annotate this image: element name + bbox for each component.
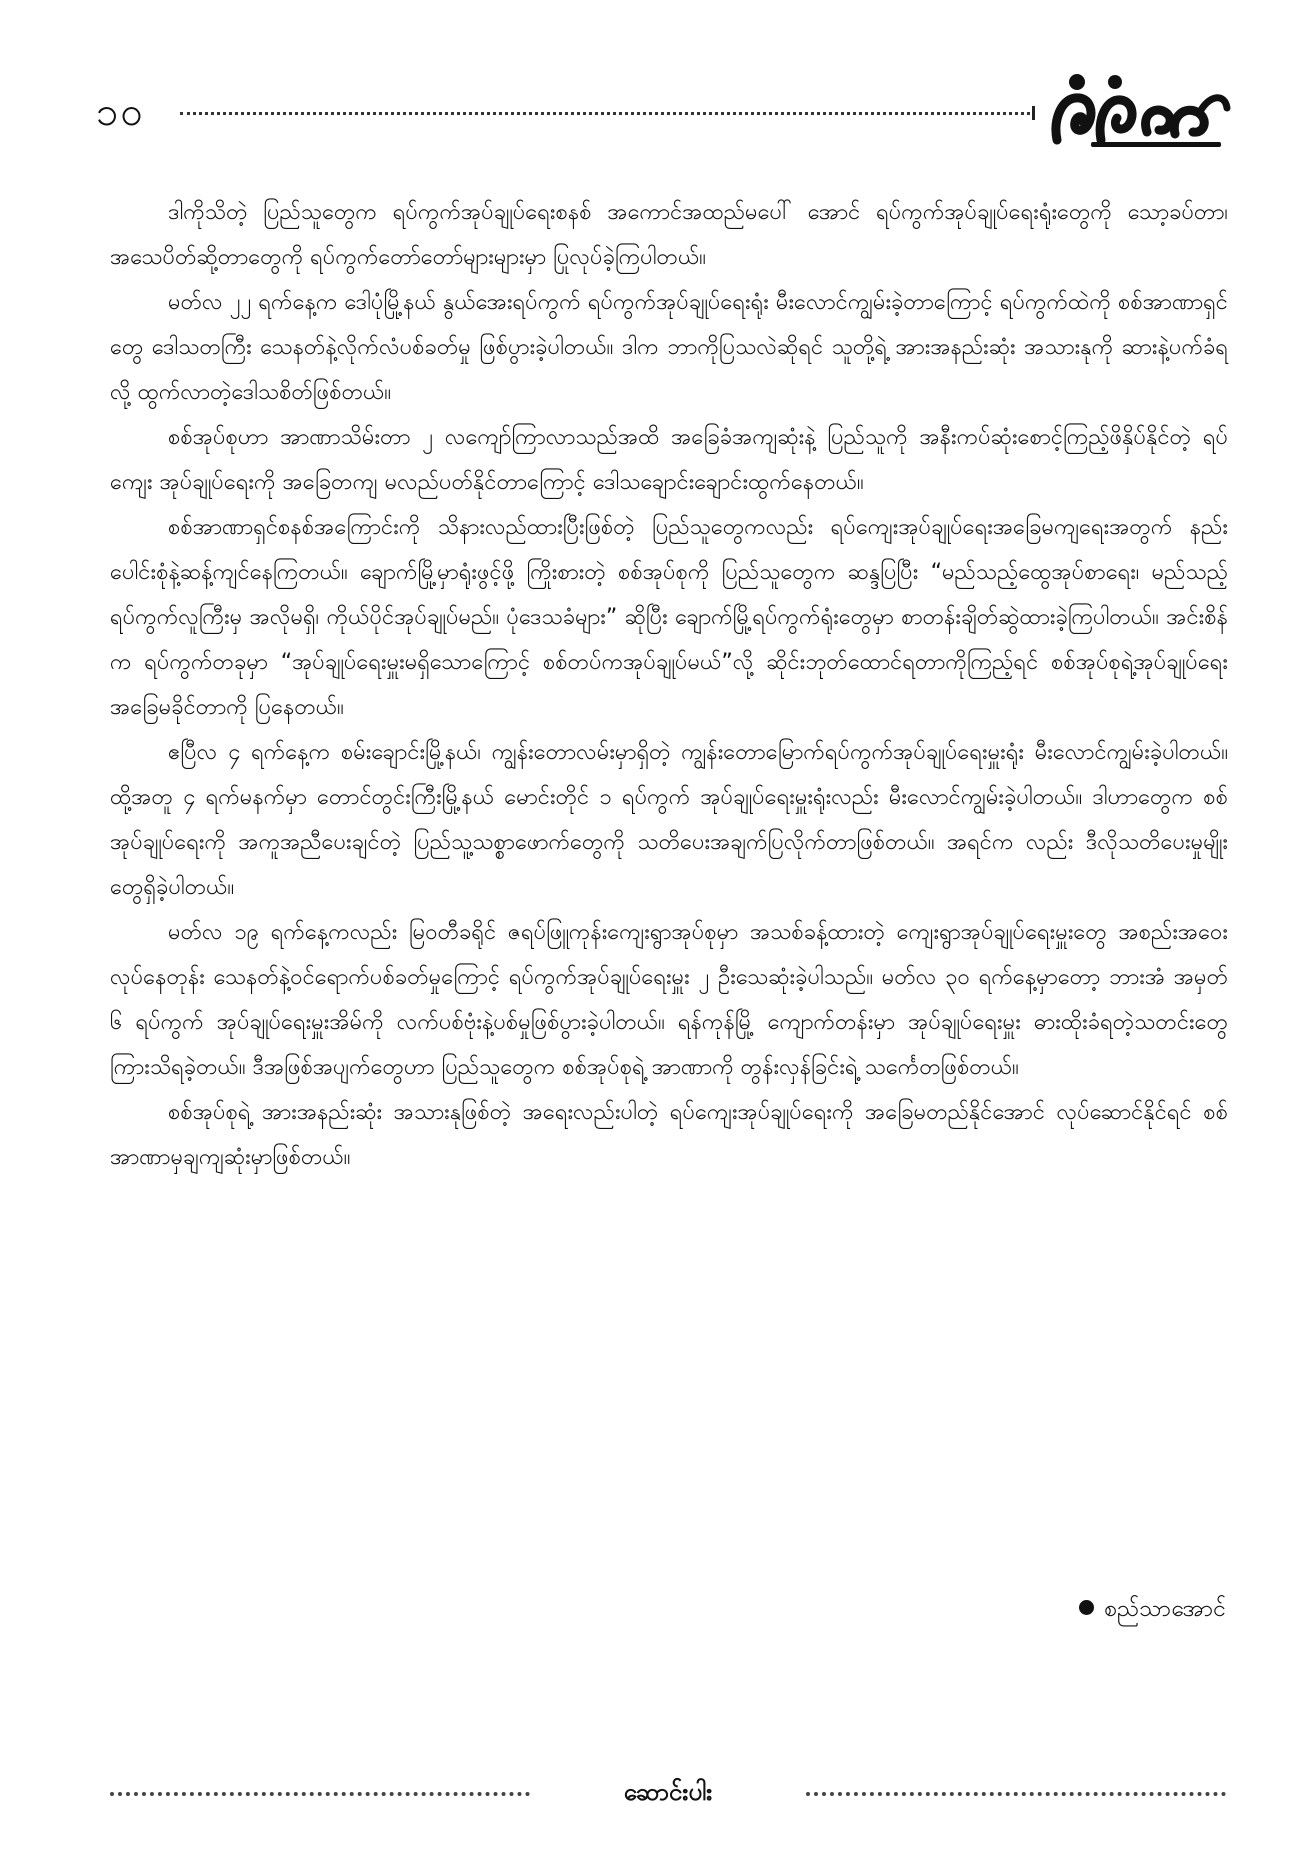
header-rule-tick xyxy=(1032,106,1035,120)
section-label: ဆောင်းပါး xyxy=(623,1778,713,1806)
paragraph-5: ဧပြီလ ၄ ရက်နေ့က စမ်းချောင်းမြို့နယ်၊ ကျွန်းတောလမ်းမှာရှိတဲ့ ကျွန်းတောမြောက်ရပ်ကွက်အုပ်ချုပ်ရေးမှူးရုံး မီးလောင်ကျွမ်းခဲ့ပါတယ်။ ထို့အတူ ၄ ရက်မနက်မှာ တောင်တွင်းကြီးမြို့နယ် မောင်းတိုင် ၁ ရပ်ကွက် အုပ်ချုပ်ရေးမှူးရုံးလည်း မီးလောင်ကျွမ်းခဲ့ပါတယ်။ ဒါဟာတွေက စစ်အုပ်ချုပ်ရေးကို အကူအညီပေးချင်တဲ့ ပြည်သူ့သစ္စာဖောက်တွေကို သတိပေးအချက်ပြလိုက်တာဖြစ်တယ်။ အရင်က လည်း ဒီလိုသတိပေးမှုမျိုးတွေရှိခဲ့ပါတယ်။ xyxy=(110,740,1228,900)
paragraph-3: စစ်အုပ်စုဟာ အာဏာသိမ်းတာ ၂ လကျော်ကြာလာသည်အထိ အခြေခံအကျဆုံးနဲ့ ပြည်သူကို အနီးကပ်ဆုံးစောင့်ကြည့်ဖိနှိပ်နိုင်တဲ့ ရပ်ကျေး အုပ်ချုပ်ရေးကို အခြေတကျ မလည်ပတ်နိုင်တာကြောင့် ဒေါသချောင်းချောင်းထွက်နေတယ်။ xyxy=(110,425,1228,495)
paragraph-6: မတ်လ ၁၉ ရက်နေ့ကလည်း မြဝတီခရိုင် ဇရပ်ဖြူကုန်းကျေးရွာအုပ်စုမှာ အသစ်ခန့်ထားတဲ့ ကျေးရွာအုပ်ချုပ်ရေးမှူးတွေ အစည်းအဝေးလုပ်နေတုန်း သေနတ်နဲ့ဝင်ရောက်ပစ်ခတ်မှုကြောင့် ရပ်ကွက်အုပ်ချုပ်ရေးမှူး ၂ ဦးသေဆုံးခဲ့ပါသည်။ မတ်လ ၃၀ ရက်နေ့မှာတော့ ဘားအံ အမှတ် ၆ ရပ်ကွက် အုပ်ချုပ်ရေးမှူးအိမ်ကို လက်ပစ်ဗုံးနဲ့ပစ်မှုဖြစ်ပွားခဲ့ပါတယ်။ ရန်ကုန်မြို့ ကျောက်တန်းမှာ အုပ်ချုပ်ရေးမှူး ဓားထိုးခံရတဲ့သတင်းတွေကြားသိရခဲ့တယ်။ ဒီအဖြစ်အပျက်တွေဟာ ပြည်သူတွေက စစ်အုပ်စုရဲ့ အာဏာကို တွန်းလှန်ခြင်းရဲ့ သင်္ကေတဖြစ်တယ်။ xyxy=(110,920,1228,1080)
header-dotted-rule xyxy=(180,112,1030,115)
paragraph-7: စစ်အုပ်စုရဲ့ အားအနည်းဆုံး အသားနုဖြစ်တဲ့ အရေးလည်းပါတဲ့ ရပ်ကျေးအုပ်ချုပ်ရေးကို အခြေမတည်နိုင်အောင် လုပ်ဆောင်နိုင်ရင် စစ်အာဏာမှချကျဆုံးမှာဖြစ်တယ်။ xyxy=(110,1100,1228,1170)
paragraph-2: မတ်လ ၂၂ ရက်နေ့က ဒေါပုံမြို့နယ် နွယ်အေးရပ်ကွက် ရပ်ကွက်အုပ်ချုပ်ရေးရုံး မီးလောင်ကျွမ်းခဲ့တာကြောင့် ရပ်ကွက်ထဲကို စစ်အာဏာရှင်တွေ ဒေါသတကြီး သေနတ်နဲ့လိုက်လံပစ်ခတ်မှု ဖြစ်ပွားခဲ့ပါတယ်။ ဒါက ဘာကိုပြသလဲဆိုရင် သူတို့ရဲ့ အားအနည်းဆုံး အသားနုကို ဆားနဲ့ပက်ခံရလို့ ထွက်လာတဲ့ဒေါသစိတ်ဖြစ်တယ်။ xyxy=(110,290,1228,405)
page-header xyxy=(96,70,1236,160)
page-number: ၁၀ xyxy=(96,89,145,135)
footer-dotted-rule-right xyxy=(806,1792,1226,1796)
footer-dotted-rule-left xyxy=(110,1792,530,1796)
masthead-logo xyxy=(1051,70,1231,150)
bullet-icon xyxy=(1079,1600,1094,1615)
article-body xyxy=(110,190,1228,1180)
byline xyxy=(1079,1592,1226,1626)
paragraph-1: ဒါကိုသိတဲ့ ပြည်သူတွေက ရပ်ကွက်အုပ်ချုပ်ရေးစနစ် အကောင်အထည်မပေါ် အောင် ရပ်ကွက်အုပ်ချုပ်ရေးရုံးတွေကို သော့ခပ်တာ၊ အသေပိတ်ဆို့တာတွေကို ရပ်ကွက်တော်တော်များများမှာ ပြုလုပ်ခဲ့ကြပါတယ်။ xyxy=(110,200,1228,270)
author-name: စည်သာအောင် xyxy=(1104,1596,1226,1622)
page-footer xyxy=(110,1772,1226,1812)
paragraph-4: စစ်အာဏာရှင်စနစ်အကြောင်းကို သိနားလည်ထားပြီးဖြစ်တဲ့ ပြည်သူတွေကလည်း ရပ်ကျေးအုပ်ချုပ်ရေးအခြေမကျရေးအတွက် နည်းပေါင်းစုံနဲ့ဆန့်ကျင်နေကြတယ်။ ချောက်မြို့မှာရုံးဖွင့်ဖို့ ကြိုးစားတဲ့ စစ်အုပ်စုကို ပြည်သူတွေက ဆန္ဒပြပြီး “မည်သည့်ထွေအုပ်စာရေး၊ မည်သည့်ရပ်ကွက်လူကြီးမှ အလိုမရှိ၊ ကိုယ်ပိုင်အုပ်ချုပ်မည်။ ပုံဒေသခံများ” ဆိုပြီး ချောက်မြို့ရပ်ကွက်ရုံးတွေမှာ စာတန်းချိတ်ဆွဲထားခဲ့ကြပါတယ်။ အင်းစိန်က ရပ်ကွက်တခုမှာ “အုပ်ချုပ်ရေးမှူးမရှိသောကြောင့် စစ်တပ်ကအုပ်ချုပ်မယ်”လို့ ဆိုင်းဘုတ်ထောင်ရတာကိုကြည့်ရင် စစ်အုပ်စုရဲ့အုပ်ချုပ်ရေး အခြေမခိုင်တာကို ပြနေတယ်။ xyxy=(110,515,1228,720)
